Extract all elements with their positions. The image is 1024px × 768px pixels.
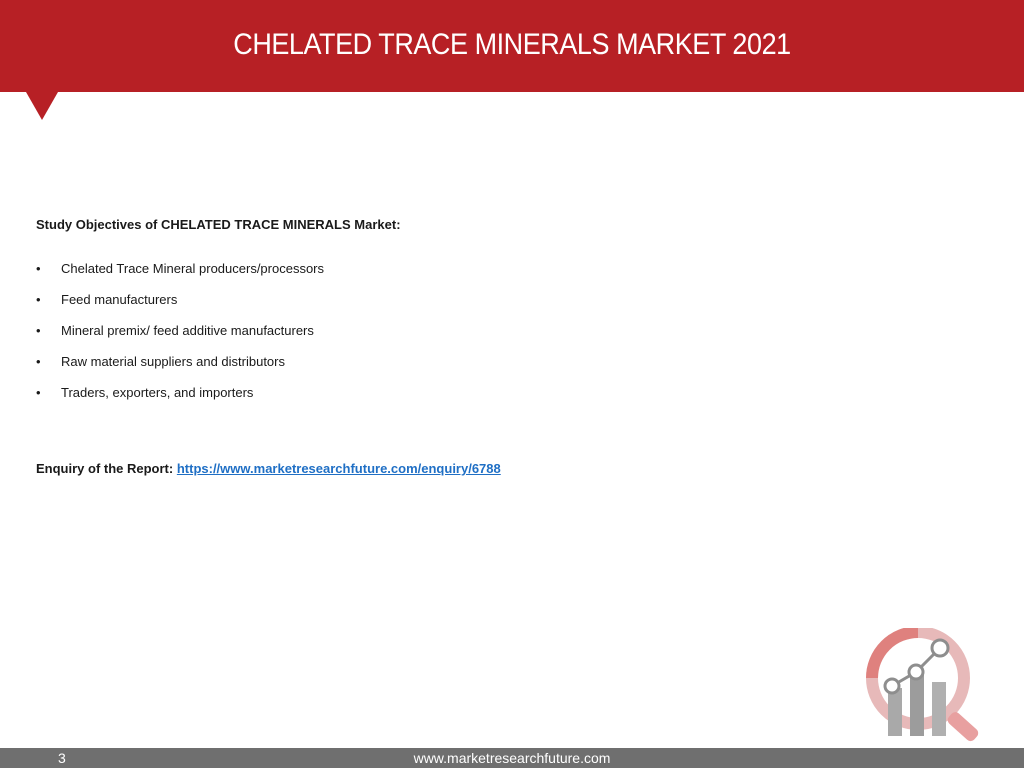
bullet-icon: •	[36, 323, 41, 338]
magnifier-chart-logo-icon	[860, 628, 992, 744]
enquiry-line	[36, 460, 501, 478]
bullet-icon: •	[36, 385, 41, 400]
list-item	[36, 322, 936, 340]
bullet-icon: •	[36, 354, 41, 369]
enquiry-label: Enquiry of the Report:	[36, 461, 174, 476]
bullet-icon: •	[36, 292, 41, 307]
list-item-text: Chelated Trace Mineral producers/processors	[61, 261, 325, 276]
bullet-icon: •	[36, 261, 41, 276]
header-banner	[0, 0, 1024, 92]
objectives-section	[36, 216, 936, 415]
list-item-text: Feed manufacturers	[61, 292, 178, 307]
objectives-list	[36, 260, 936, 402]
list-item-text: Mineral premix/ feed additive manufacturers	[61, 323, 314, 338]
list-item	[36, 384, 936, 402]
header-notch	[26, 92, 58, 120]
list-item	[36, 353, 936, 371]
list-item-text: Traders, exporters, and importers	[61, 385, 254, 400]
footer-url: www.marketresearchfuture.com	[413, 750, 611, 766]
list-item	[36, 291, 936, 309]
footer-bar	[0, 748, 1024, 768]
page-number: 3	[58, 750, 66, 766]
page-title: CHELATED TRACE MINERALS MARKET 2021	[233, 28, 791, 61]
list-item-text: Raw material suppliers and distributors	[61, 354, 285, 369]
list-item	[36, 260, 936, 278]
enquiry-link[interactable]: https://www.marketresearchfuture.com/enquiry/6788	[176, 461, 501, 476]
objectives-heading: Study Objectives of CHELATED TRACE MINERALS Market:	[36, 217, 401, 232]
